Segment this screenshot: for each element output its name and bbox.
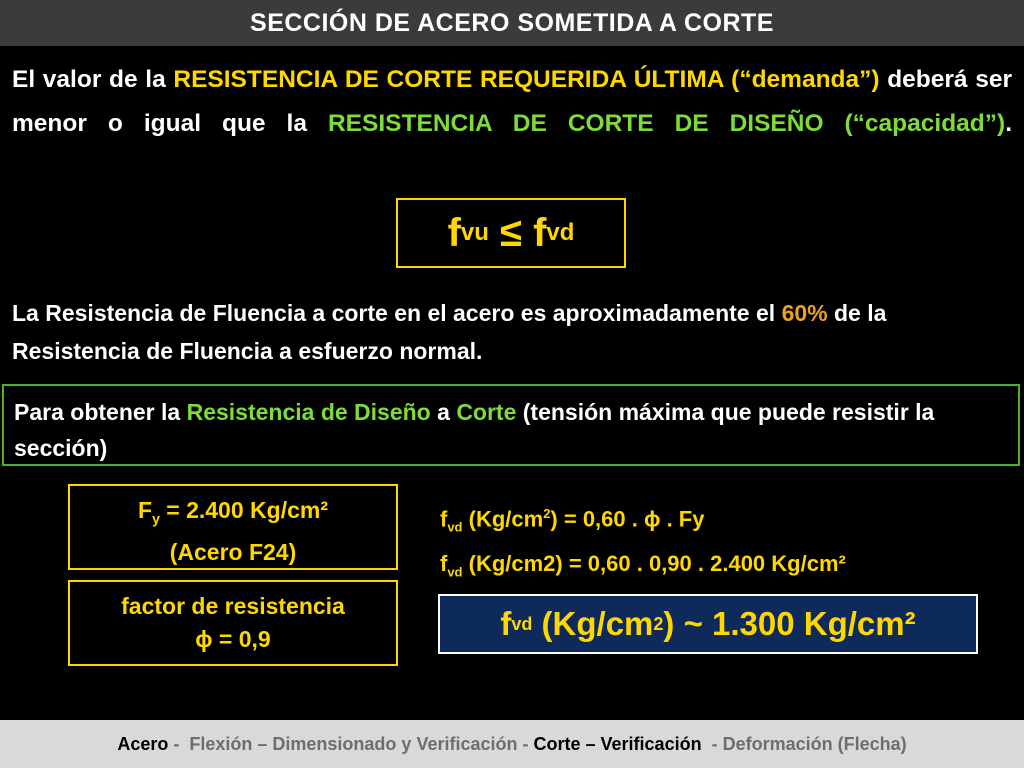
footer-separator-1: - (168, 733, 190, 754)
resistance-factor-box (68, 580, 398, 666)
formula-operator: ≤ (488, 210, 534, 255)
result-box (438, 594, 978, 654)
yield-paragraph (12, 294, 1012, 370)
fy-line-2: (Acero F24) (169, 538, 297, 565)
p3-highlight-design: Resistencia de Diseño (186, 399, 431, 425)
slide-title-text: SECCIÓN DE ACERO SOMETIDA A CORTE (250, 8, 774, 37)
fy-sub: y (152, 510, 160, 527)
result-f: f (500, 605, 512, 642)
result-a: (Kg/cm (532, 605, 654, 642)
formula-f2: f (533, 210, 547, 255)
fy-f: F (138, 497, 153, 523)
p2-percentage: 60% (781, 300, 828, 326)
p1-text-2: deberá ser menor o igual que la (12, 66, 1012, 137)
p3-text-2: a (430, 399, 457, 425)
formula-sub-vu: vu (460, 219, 489, 246)
design-resistance-box (2, 384, 1020, 466)
fy-box (68, 484, 398, 570)
p1-highlight-demand: RESISTENCIA DE CORTE REQUERIDA ÚLTIMA (“demanda”) (173, 66, 880, 93)
fr-line-1: factor de resistencia (121, 593, 345, 619)
p3-text-3: (tensión máxima que puede resistir la sección) (14, 399, 935, 461)
equations (440, 496, 846, 590)
eq1-sub: vd (447, 519, 463, 535)
fr-line-2: ϕ = 0,9 (195, 626, 271, 652)
eq2-sub: vd (447, 564, 463, 580)
equation-2 (440, 546, 846, 590)
result-b: ) ~ 1.300 Kg/cm² (663, 605, 916, 642)
eq1-sup: 2 (543, 506, 551, 521)
eq2-f: f (440, 550, 448, 576)
formula-sub-vd: vd (546, 219, 575, 246)
eq2-rest: (Kg/cm2) = 0,60 . 0,90 . 2.400 Kg/cm² (462, 550, 846, 576)
slide-title (0, 0, 1024, 46)
p3-highlight-corte: Corte (456, 399, 517, 425)
footer-link-flexion[interactable]: Flexión – Dimensionado y Verificación (189, 733, 518, 754)
footer-nav (0, 720, 1024, 768)
eq1-f: f (440, 506, 448, 532)
p3-text-1: Para obtener la (14, 399, 187, 425)
demand-capacity-paragraph (12, 58, 1012, 190)
p1-text-1: El valor de la (12, 66, 174, 93)
fy-eq: = 2.400 Kg/cm² (159, 497, 328, 523)
eq1-b: ) = 0,60 . ϕ . Fy (550, 506, 705, 532)
result-sub: vd (511, 613, 533, 634)
fy-line-1 (70, 494, 396, 536)
formula-f1: f (447, 210, 461, 255)
p2-text-2: de la Resistencia de Fluencia a esfuerzo normal. (12, 300, 887, 364)
eq1-a: (Kg/cm (462, 506, 544, 532)
p1-highlight-capacity: RESISTENCIA DE CORTE DE DISEÑO (“capacidad”) (327, 110, 1006, 137)
main-formula-box (396, 198, 626, 268)
equation-1 (440, 496, 846, 546)
footer-link-deformacion[interactable]: Deformación (Flecha) (722, 733, 907, 754)
p1-text-3: . (1005, 110, 1012, 137)
result-sup: 2 (653, 613, 664, 634)
footer-link-acero[interactable]: Acero (117, 733, 169, 754)
footer-separator-3: - (701, 733, 723, 754)
p2-text-1: La Resistencia de Fluencia a corte en el acero es aproximadamente el (12, 300, 782, 326)
footer-separator-2: - (517, 733, 534, 754)
footer-link-corte[interactable]: Corte – Verificación (533, 733, 702, 754)
